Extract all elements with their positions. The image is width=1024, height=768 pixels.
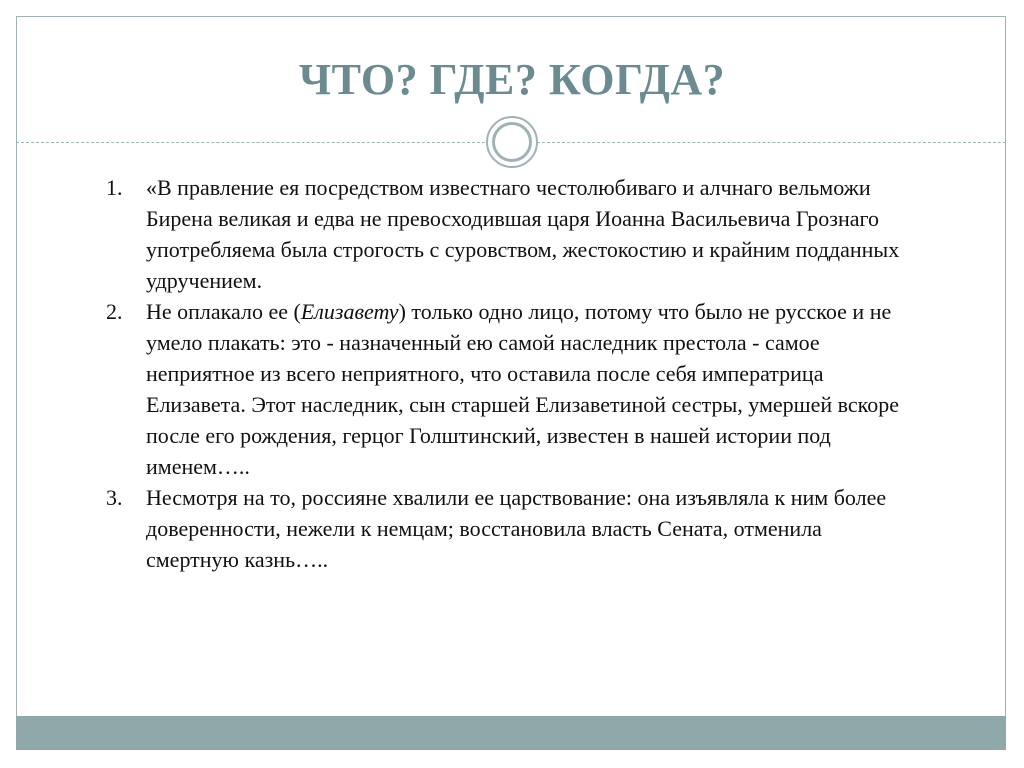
item-text: Не оплакало ее ( (146, 299, 301, 324)
item-number: 3. (106, 485, 123, 510)
list-item (100, 482, 900, 575)
item-text: ) только одно лицо, потому что было не русское и не умело плакать: это - назначенный ею самой наследник престола - самое неприятное из всего неприятного, что оставила после себя императрица Елизавета. Этот наследник, сын старшей Елизаветиной сестры, умершей вскоре после его рождения, герцог Голштинский, известен в нашей истории под именем….. (146, 299, 899, 479)
inner-ring (492, 122, 532, 162)
footer-bar (16, 716, 1006, 750)
item-number: 2. (106, 299, 123, 324)
double-ring-icon (486, 116, 538, 168)
question-list (100, 172, 900, 575)
item-number: 1. (106, 175, 123, 200)
list-item (100, 172, 900, 296)
item-text: Несмотря на то, россияне хвалили ее царствование: она изъявляла к ним более доверенности, нежели к немцам; восстановила власть Сената, отменила смертную казнь….. (146, 485, 887, 572)
list-item (100, 296, 900, 482)
item-text: «В правление ея посредством известнаго честолюбиваго и алчнаго вельможи Бирена великая и едва не превосходившая царя Иоанна Васильевича Грознаго употребляема была строгость с суровством, жестокостию и крайним подданных удручением. (146, 175, 900, 293)
item-text-italic: Елизавету (300, 299, 399, 324)
slide-title: ЧТО? ГДЕ? КОГДА? (298, 55, 726, 104)
